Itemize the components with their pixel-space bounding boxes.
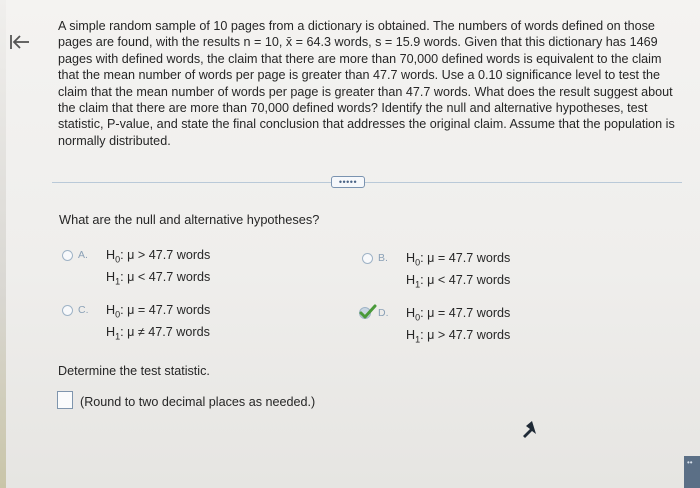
null-hypothesis: $H_0$: μ = 47.7 words xyxy=(406,306,511,323)
expand-more-button[interactable] xyxy=(331,176,365,188)
alternative-hypothesis: $H_1$: μ > 47.7 words xyxy=(406,328,511,345)
back-button[interactable] xyxy=(6,28,34,56)
alternative-hypothesis: $H_1$: μ ≠ 47.7 words xyxy=(106,325,210,342)
option-d[interactable] xyxy=(362,307,592,347)
test-statistic-prompt: Determine the test statistic. xyxy=(58,364,210,378)
check-mark-icon xyxy=(358,304,378,322)
option-letter: A. xyxy=(78,249,88,261)
null-hypothesis: $H_0$: μ > 47.7 words xyxy=(106,248,211,265)
option-b[interactable] xyxy=(362,252,592,292)
hypotheses-prompt: What are the null and alternative hypotheses? xyxy=(59,212,320,227)
corner-tab: •• xyxy=(684,456,700,488)
radio-button[interactable] xyxy=(62,305,73,316)
question-text: A simple random sample of 10 pages from a dictionary is obtained. The numbers of words defined on those pages are found, with the results n = 10, x̄ = 64.3 words, s = 15.9 words. Given that this dictionary has 1469 pages with defined words, the claim that there are more than 70,000 defined words is equivalent to the claim that the mean number of words per page is greater than 47.7 words. Use a 0.10 significance level to test the claim that the mean number of words per page is greater than 47.7 words. What does the result suggest about the claim that there are more than 70,000 defined words? Identify the null and alternative hypotheses, test statistic, P-value, and state the final conclusion that addresses the original claim. Assume that the population is normally distributed. xyxy=(58,19,675,148)
section-divider xyxy=(52,182,682,183)
radio-button[interactable] xyxy=(62,250,73,261)
alternative-hypothesis: $H_1$: μ < 47.7 words xyxy=(106,270,211,287)
mouse-cursor-icon xyxy=(520,420,538,440)
radio-button[interactable] xyxy=(362,253,373,264)
alternative-hypothesis: $H_1$: μ < 47.7 words xyxy=(406,273,511,290)
left-edge xyxy=(0,0,6,488)
test-statistic-input[interactable] xyxy=(57,391,73,409)
null-hypothesis: $H_0$: μ = 47.7 words xyxy=(406,251,511,268)
null-hypothesis: $H_0$: μ = 47.7 words xyxy=(106,303,211,320)
option-c[interactable] xyxy=(62,304,292,344)
option-letter: B. xyxy=(378,252,388,264)
back-arrow-icon xyxy=(9,33,31,51)
option-a[interactable] xyxy=(62,249,292,289)
option-letter: D. xyxy=(378,307,389,319)
rounding-note: (Round to two decimal places as needed.) xyxy=(80,395,316,409)
more-dots-label: ••••• xyxy=(338,177,358,187)
option-letter: C. xyxy=(78,304,89,316)
